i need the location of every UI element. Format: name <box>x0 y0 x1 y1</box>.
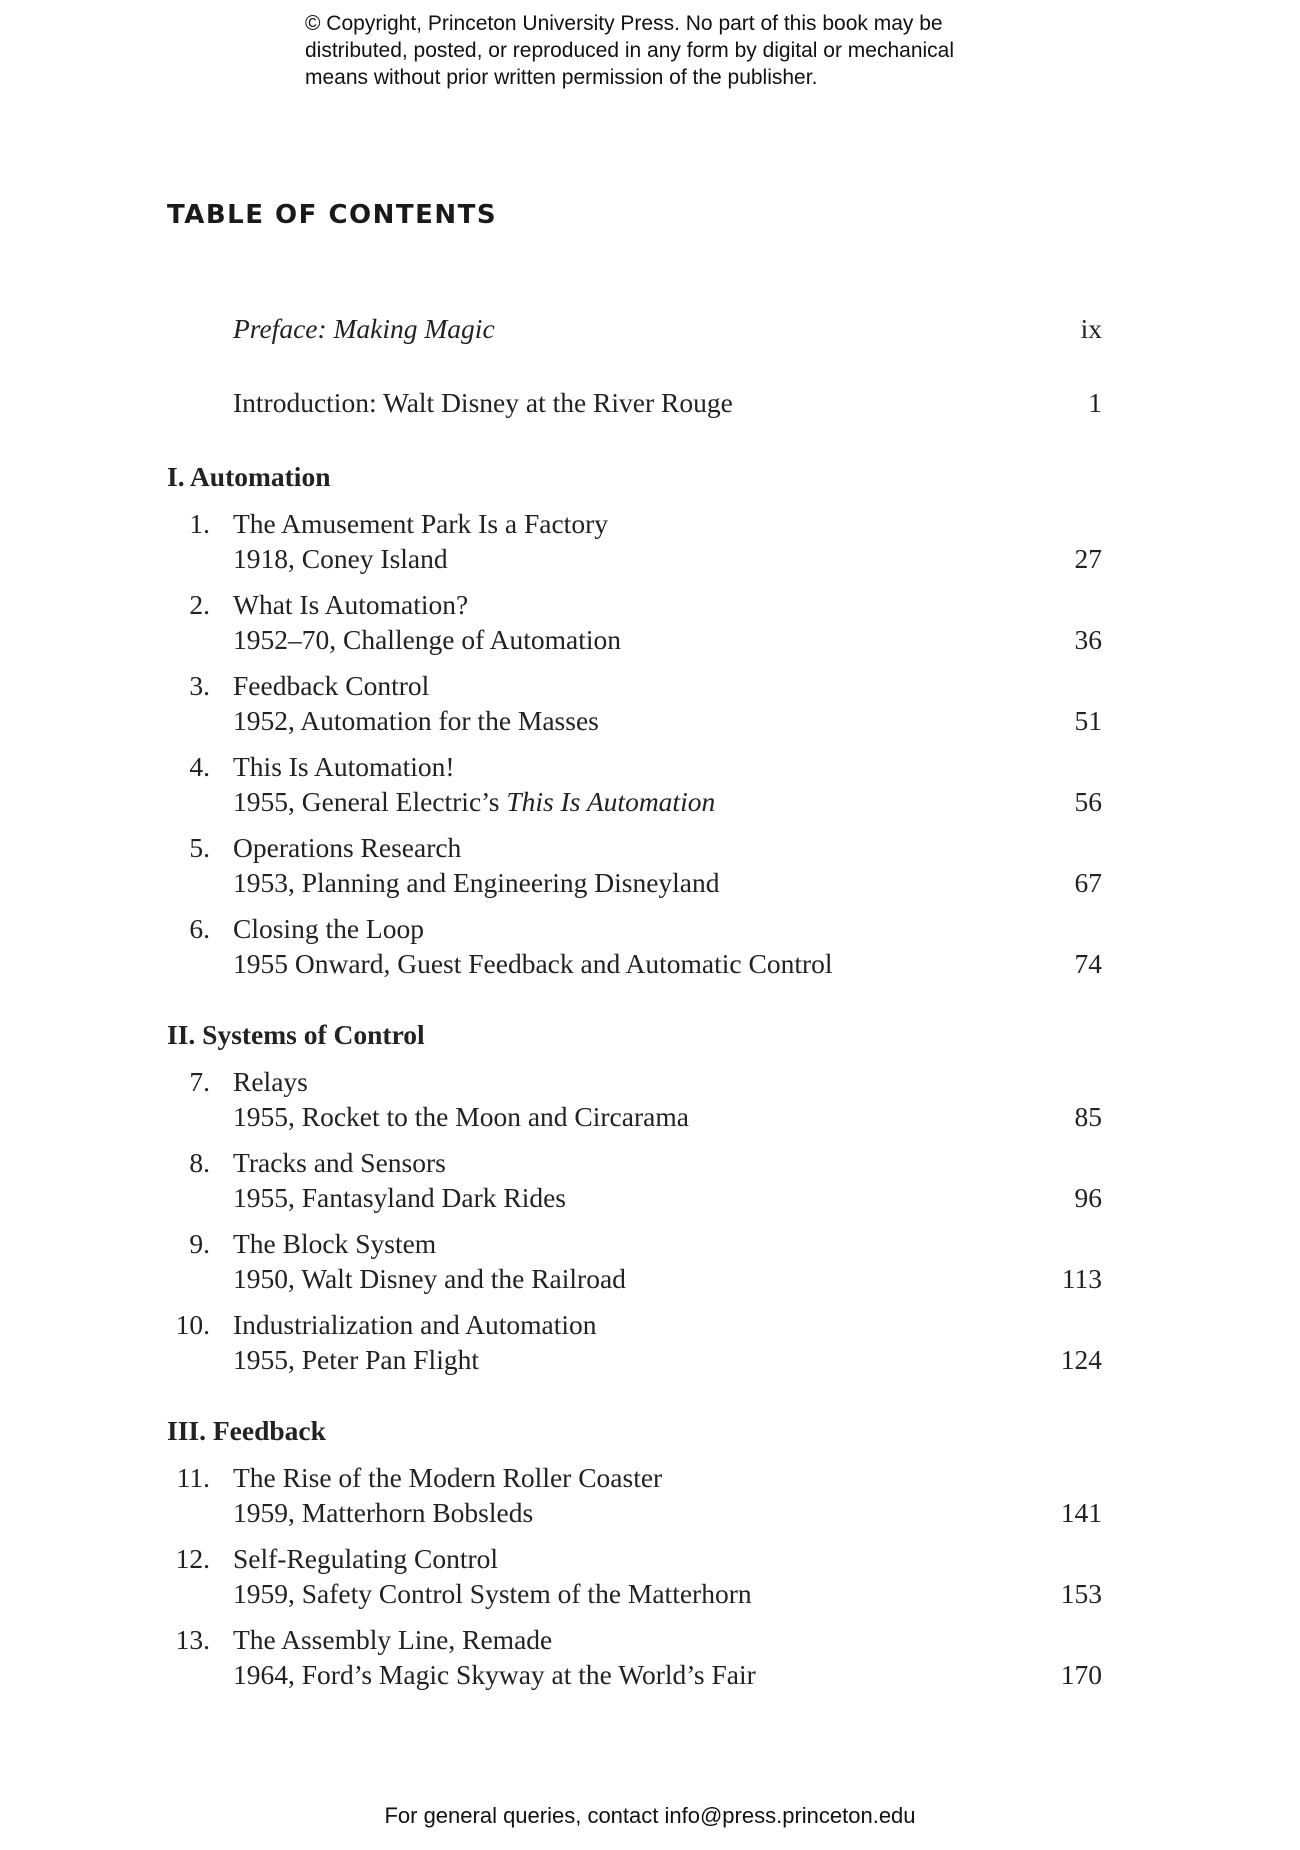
chapter-page: 85 <box>1074 1101 1102 1132</box>
chapter-subtitle: 1950, Walt Disney and the Railroad <box>233 1263 626 1294</box>
chapter-page: 27 <box>1074 543 1102 574</box>
toc-heading: TABLE OF CONTENTS <box>167 200 498 230</box>
chapter-number: 1. <box>189 508 210 539</box>
part-heading: II. Systems of Control <box>167 1019 425 1050</box>
chapter-title: Operations Research <box>233 832 462 863</box>
chapter-title: Tracks and Sensors <box>233 1147 446 1178</box>
chapter-title-row[interactable] <box>0 913 1300 949</box>
chapter-number: 6. <box>189 913 210 944</box>
chapter-title: This Is Automation! <box>233 751 455 782</box>
chapter-title: Feedback Control <box>233 670 430 701</box>
chapter-subtitle: 1964, Ford’s Magic Skyway at the World’s Fair <box>233 1659 756 1690</box>
chapter-page: 67 <box>1074 867 1102 898</box>
chapter-subtitle <box>233 786 715 818</box>
copyright-notice <box>305 10 1025 91</box>
part-heading: III. Feedback <box>167 1415 326 1446</box>
chapter-title-row[interactable] <box>0 670 1300 706</box>
chapter-subtitle-row <box>0 948 1300 984</box>
chapter-number: 12. <box>175 1543 210 1574</box>
chapter-subtitle: 1959, Matterhorn Bobsleds <box>233 1497 534 1528</box>
chapter-title: Self-Regulating Control <box>233 1543 499 1574</box>
chapter-number: 2. <box>189 589 210 620</box>
chapter-number: 4. <box>189 751 210 782</box>
chapter-subtitle-row <box>0 1497 1300 1533</box>
footer-contact <box>0 1803 1300 1829</box>
chapter-title-row[interactable] <box>0 1624 1300 1660</box>
chapter-title-row[interactable] <box>0 1147 1300 1183</box>
chapter-title-row[interactable] <box>0 589 1300 625</box>
chapter-number: 11. <box>176 1462 210 1493</box>
chapter-page: 56 <box>1074 786 1102 817</box>
toc-entry-introduction[interactable] <box>0 387 1300 423</box>
chapter-title: Industrialization and Automation <box>233 1309 597 1340</box>
copyright-line: © Copyright, Princeton University Press. No part of this book may be <box>305 12 943 35</box>
chapter-number: 9. <box>189 1228 210 1259</box>
chapter-page: 170 <box>1060 1659 1102 1690</box>
chapter-subtitle: 1918, Coney Island <box>233 543 448 574</box>
copyright-line: means without prior written permission of the publisher. <box>305 66 818 89</box>
chapter-subtitle-row <box>0 624 1300 660</box>
chapter-title-row[interactable] <box>0 832 1300 868</box>
chapter-title-row[interactable] <box>0 1462 1300 1498</box>
chapter-title-row[interactable] <box>0 1066 1300 1102</box>
chapter-title-row[interactable] <box>0 508 1300 544</box>
chapter-number: 7. <box>189 1066 210 1097</box>
chapter-subtitle-row <box>0 1659 1300 1695</box>
footer-text: For general queries, contact info@press.princeton.edu <box>384 1803 916 1828</box>
chapter-subtitle-row <box>0 543 1300 579</box>
chapter-subtitle: 1955, Peter Pan Flight <box>233 1344 479 1375</box>
chapter-title: Closing the Loop <box>233 913 424 944</box>
chapter-subtitle: 1952–70, Challenge of Automation <box>233 624 622 655</box>
chapter-number: 5. <box>189 832 210 863</box>
chapter-number: 10. <box>175 1309 210 1340</box>
toc-entry-preface[interactable] <box>0 313 1300 349</box>
chapter-page: 124 <box>1060 1344 1102 1375</box>
chapter-title: The Rise of the Modern Roller Coaster <box>233 1462 663 1493</box>
chapter-subtitle-row <box>0 1101 1300 1137</box>
chapter-number: 3. <box>189 670 210 701</box>
chapter-subtitle-row <box>0 1578 1300 1614</box>
chapter-title: Relays <box>233 1066 308 1097</box>
chapter-subtitle-row <box>0 1182 1300 1218</box>
chapter-number: 13. <box>175 1624 210 1655</box>
chapter-title-row[interactable] <box>0 1543 1300 1579</box>
chapter-subtitle-row <box>0 1263 1300 1299</box>
chapter-subtitle: 1955, Rocket to the Moon and Circarama <box>233 1101 689 1132</box>
chapter-title-row[interactable] <box>0 751 1300 787</box>
chapter-title-row[interactable] <box>0 1228 1300 1264</box>
entry-page: ix <box>1080 313 1102 344</box>
entry-title: Introduction: Walt Disney at the River Rouge <box>233 387 733 418</box>
chapter-subtitle-row <box>0 705 1300 741</box>
subtitle-prefix: 1955, General Electric’s <box>233 786 507 817</box>
chapter-subtitle: 1955, Fantasyland Dark Rides <box>233 1182 567 1213</box>
chapter-page: 36 <box>1074 624 1102 655</box>
chapter-page: 51 <box>1074 705 1102 736</box>
chapter-subtitle-row <box>0 786 1300 822</box>
chapter-title-row[interactable] <box>0 1309 1300 1345</box>
chapter-title: The Block System <box>233 1228 437 1259</box>
entry-page: 1 <box>1088 387 1102 418</box>
chapter-page: 74 <box>1074 948 1102 979</box>
chapter-page: 141 <box>1060 1497 1102 1528</box>
copyright-line: distributed, posted, or reproduced in any form by digital or mechanical <box>305 39 955 62</box>
chapter-subtitle: 1959, Safety Control System of the Matterhorn <box>233 1578 752 1609</box>
chapter-page: 96 <box>1074 1182 1102 1213</box>
chapter-page: 153 <box>1060 1578 1102 1609</box>
chapter-number: 8. <box>189 1147 210 1178</box>
entry-title: Preface: Making Magic <box>233 313 495 344</box>
subtitle-italic-title: This Is Automation <box>506 786 716 817</box>
chapter-page: 113 <box>1061 1263 1102 1294</box>
chapter-subtitle: 1953, Planning and Engineering Disneyland <box>233 867 720 898</box>
chapter-subtitle: 1955 Onward, Guest Feedback and Automatic Control <box>233 948 833 979</box>
chapter-subtitle-row <box>0 867 1300 903</box>
chapter-title: The Assembly Line, Remade <box>233 1624 553 1655</box>
chapter-subtitle-row <box>0 1344 1300 1380</box>
chapter-title: The Amusement Park Is a Factory <box>233 508 608 539</box>
chapter-title: What Is Automation? <box>233 589 469 620</box>
part-heading: I. Automation <box>167 461 331 492</box>
chapter-subtitle: 1952, Automation for the Masses <box>233 705 599 736</box>
